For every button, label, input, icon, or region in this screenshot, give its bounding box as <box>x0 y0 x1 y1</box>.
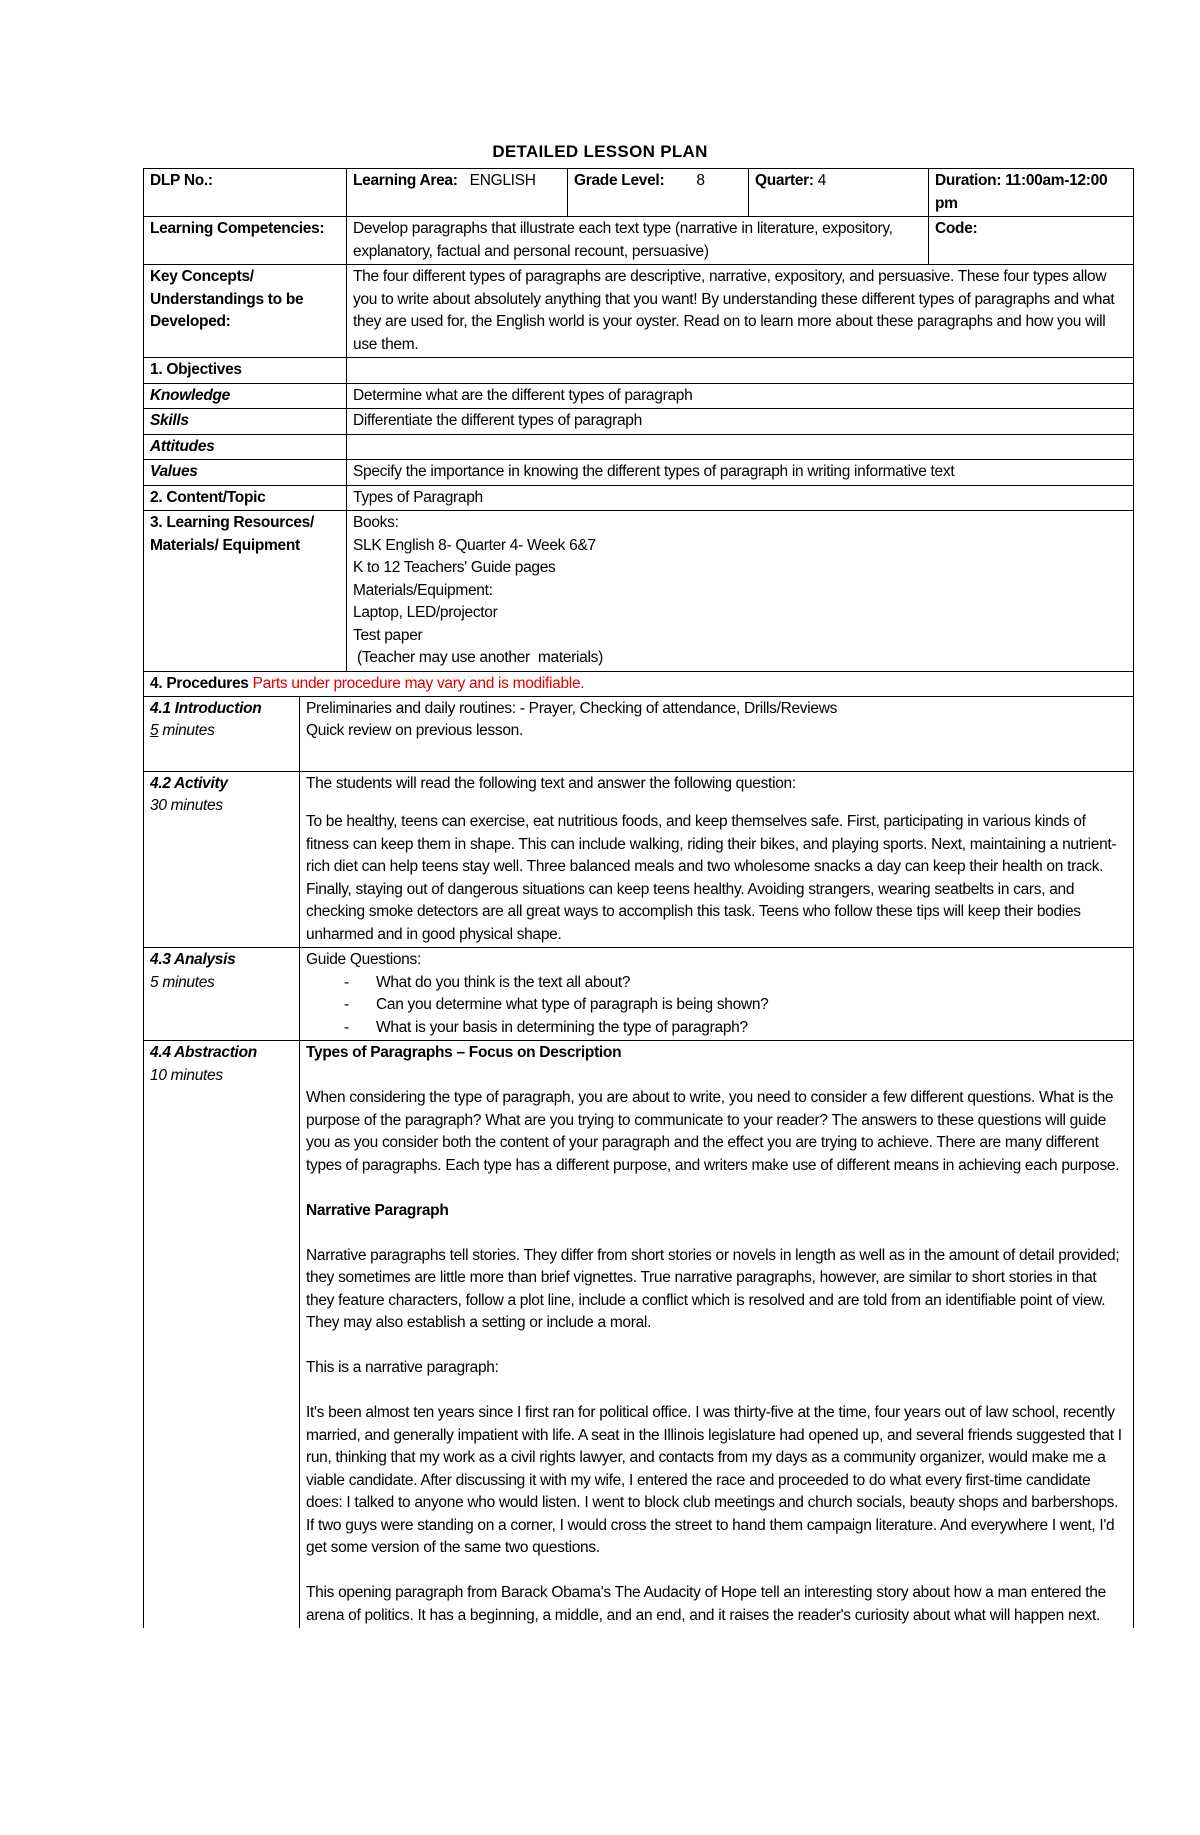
key-concepts-text: The four different types of paragraphs are descriptive, narrative, expository, and persuasive. These four types allow you to write about absolutely anything that you want! By understanding these different types of paragraphs and what they are used for, the English world is your oyster. Read on to learn more about these paragraphs and how you will use them. <box>347 265 1134 358</box>
example-paragraph: It's been almost ten years since I first ran for political office. I was thirty-five at the time, four years out of law school, recently married, and generally impatient with life. A seat in the Illinois legislature had opened up, and several friends suggested that I run, thinking that my work as a civil rights lawyer, and contacts from my days as a community organizer, would make me a viable candidate. After discussing it with my wife, I entered the race and proceeded to do what every first-time candidate does: I talked to anyone who would listen. I went to block club meetings and church socials, beauty shops and barbershops. If two guys were standing on a corner, I would cross the street to hand them campaign literature. And everywhere I went, I'd get some version of the same two questions. <box>306 1404 1122 1556</box>
analysis-label-cell <box>144 948 300 1041</box>
introduction-line: Preliminaries and daily routines: - Prayer, Checking of attendance, Drills/Reviews <box>306 699 838 717</box>
abstraction-label-cell <box>144 1041 300 1629</box>
learning-area-value: ENGLISH <box>469 172 536 189</box>
narrative-subheading: Narrative Paragraph <box>306 1201 449 1219</box>
activity-minutes: 30 minutes <box>150 797 223 814</box>
key-concepts-label: Key Concepts/ Understandings to be Developed: <box>144 265 347 358</box>
values-text: Specify the importance in knowing the different types of paragraph in writing informative text <box>347 460 1134 486</box>
introduction-label-cell <box>144 696 300 771</box>
skills-text: Differentiate the different types of paragraph <box>347 409 1134 435</box>
resource-line: Test paper <box>353 626 423 644</box>
content-label: 2. Content/Topic <box>144 485 347 511</box>
introduction-minutes <box>150 720 294 743</box>
knowledge-label: Knowledge <box>144 383 347 409</box>
dlp-no-cell <box>144 169 347 217</box>
introduction-minutes-word: minutes <box>162 722 215 739</box>
analysis-row <box>144 948 1134 1041</box>
activity-label: 4.2 Activity <box>150 774 228 792</box>
objectives-empty <box>347 358 1134 384</box>
learning-area-label: Learning Area: <box>353 172 458 189</box>
guide-question: - What is your basis in determining the type of paragraph? <box>306 1017 1128 1040</box>
values-row <box>144 460 1134 486</box>
procedures-table <box>143 696 1134 1629</box>
quarter-label: Quarter: <box>755 172 814 189</box>
content-text: Types of Paragraph <box>347 485 1134 511</box>
resource-line: (Teacher may use another materials) <box>353 649 603 666</box>
learning-area-cell <box>347 169 568 217</box>
content-row <box>144 485 1134 511</box>
grade-level-cell <box>568 169 749 217</box>
procedures-note: Parts under procedure may vary and is modifiable. <box>252 674 585 692</box>
grade-value: 8 <box>696 172 705 189</box>
analysis-heading: Guide Questions: <box>306 951 421 968</box>
resources-label: 3. Learning Resources/ Materials/ Equipment <box>144 511 347 672</box>
knowledge-text: Determine what are the different types of paragraph <box>347 383 1134 409</box>
skills-row <box>144 409 1134 435</box>
lesson-plan <box>143 168 1133 1628</box>
dlp-label: DLP No.: <box>150 172 213 189</box>
competencies-text: Develop paragraphs that illustrate each text type (narrative in literature, expository, explanatory, factual and personal recount, persuasive) <box>347 217 929 265</box>
activity-passage: To be healthy, teens can exercise, eat nutritious foods, and keep themselves safe. First, participating in various kinds of fitness can keep them in shape. This can include walking, riding their bikes, and playing sports. Next, maintaining a nutrient-rich diet can help teens stay well. Three balanced meals and two wholesome snacks a day can keep their health on track. Finally, staying out of dangerous situations can keep teens healthy. Avoiding strangers, wearing seatbelts in cars, and checking smoke detectors are all great ways to accomplish this task. Teens who follow these tips will keep their bodies unharmed and in good physical shape. <box>306 813 1117 943</box>
competencies-label: Learning Competencies: <box>144 217 347 265</box>
knowledge-row <box>144 383 1134 409</box>
closing-paragraph: This opening paragraph from Barack Obama's The Audacity of Hope tell an interesting story about how a man entered the arena of politics. It has a beginning, a middle, and an end, and it raises the reader's curiosity about what will happen next. <box>306 1584 1106 1624</box>
procedures-row <box>144 671 1134 697</box>
introduction-label: 4.1 Introduction <box>150 699 262 717</box>
activity-label-cell <box>144 771 300 948</box>
resources-list <box>347 511 1134 672</box>
resources-row <box>144 511 1134 672</box>
activity-prompt: The students will read the following text and answer the following question: <box>306 774 796 792</box>
analysis-content <box>300 948 1134 1041</box>
procedures-label: 4. Procedures <box>150 674 249 692</box>
abstraction-label: 4.4 Abstraction <box>150 1044 257 1061</box>
competencies-row <box>144 217 1134 265</box>
guide-question: - What do you think is the text all about? <box>306 972 1128 995</box>
duration-value: 11:00am-12:00 pm <box>935 172 1108 212</box>
attitudes-label: Attitudes <box>144 434 347 460</box>
attitudes-empty <box>347 434 1134 460</box>
resource-line: K to 12 Teachers' Guide pages <box>353 559 556 576</box>
activity-content <box>300 771 1134 948</box>
abstraction-content <box>300 1041 1134 1629</box>
objectives-row <box>144 358 1134 384</box>
resource-line: Materials/Equipment: <box>353 581 493 599</box>
page-title: DETAILED LESSON PLAN <box>492 142 708 161</box>
guide-question: - Can you determine what type of paragraph is being shown? <box>306 994 1128 1017</box>
duration-label: Duration: <box>935 172 1002 189</box>
introduction-row <box>144 696 1134 771</box>
abstraction-intro: When considering the type of paragraph, you are about to write, you need to consider a few different questions. What is the purpose of the paragraph? What are you trying to communicate to your reader? The answers to these questions will guide you as you consider both the content of your paragraph and the effect you are trying to achieve. There are many different types of paragraphs. Each type has a different purpose, and writers make use of different means in achieving each purpose. <box>306 1089 1120 1174</box>
quarter-value: 4 <box>817 172 827 189</box>
header-row <box>144 169 1134 217</box>
analysis-label: 4.3 Analysis <box>150 951 236 968</box>
narrative-definition: Narrative paragraphs tell stories. They differ from short stories or novels in length as well as in the amount of detail provided; they sometimes are little more than brief vignettes. True narrative paragraphs, however, are similar to short stories in that they feature characters, follow a plot line, include a conflict which is resolved and are told from an identifiable point of view. They may also establish a setting or include a moral. <box>306 1246 1120 1331</box>
quarter-cell <box>749 169 929 217</box>
code-label: Code: <box>929 217 1134 265</box>
key-concepts-row <box>144 265 1134 358</box>
procedures-header <box>144 671 1134 697</box>
grade-label: Grade Level: <box>574 172 665 189</box>
introduction-content <box>300 696 1134 771</box>
values-label: Values <box>144 460 347 486</box>
duration-cell <box>929 169 1134 217</box>
skills-label: Skills <box>144 409 347 435</box>
lesson-plan-header-table <box>143 168 1134 697</box>
guide-questions <box>306 972 1128 1040</box>
resource-line: Laptop, LED/projector <box>353 604 498 621</box>
example-intro: This is a narrative paragraph: <box>306 1359 499 1376</box>
abstraction-row <box>144 1041 1134 1629</box>
analysis-minutes: 5 minutes <box>150 973 215 991</box>
objectives-label: 1. Objectives <box>144 358 347 384</box>
activity-row <box>144 771 1134 948</box>
resource-line: Books: <box>353 514 399 531</box>
introduction-line: Quick review on previous lesson. <box>306 722 523 739</box>
attitudes-row <box>144 434 1134 460</box>
abstraction-minutes: 10 minutes <box>150 1066 223 1084</box>
abstraction-heading: Types of Paragraphs – Focus on Description <box>306 1044 622 1061</box>
introduction-minutes-number: 5 <box>150 722 159 739</box>
resource-line: SLK English 8- Quarter 4- Week 6&7 <box>353 536 596 554</box>
